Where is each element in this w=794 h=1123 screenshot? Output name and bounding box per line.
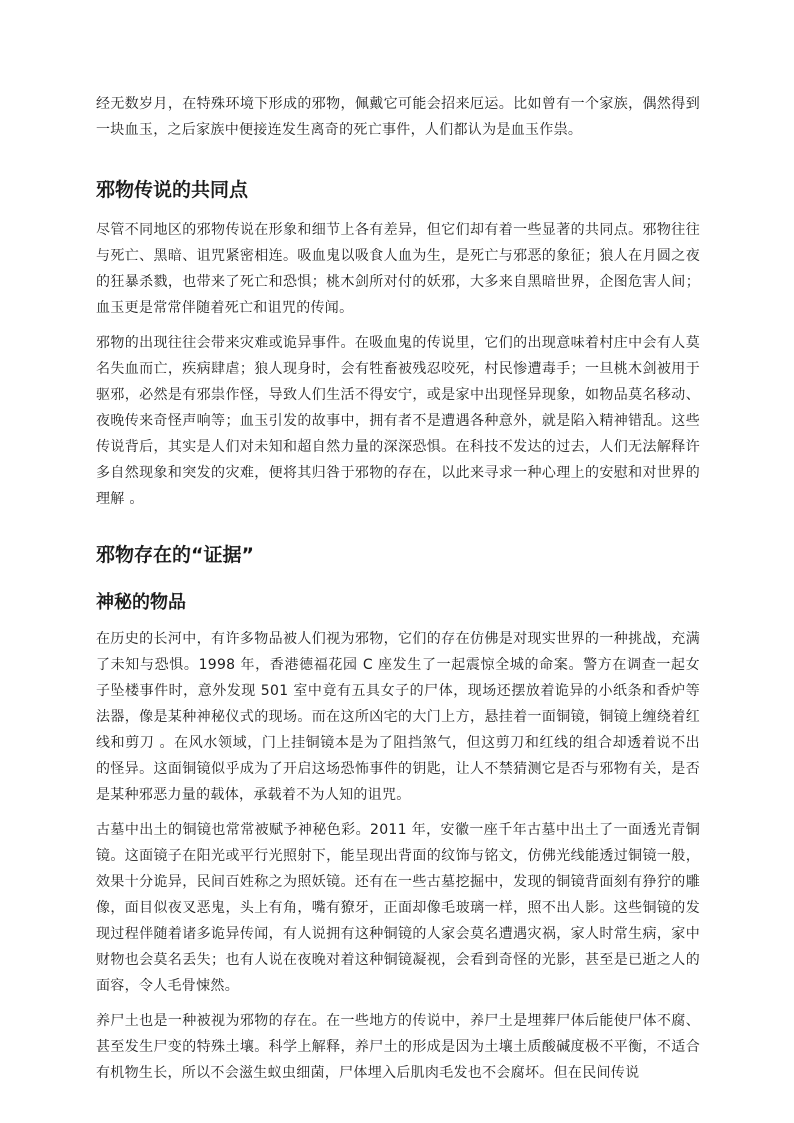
section-heading-common-points: 邪物传说的共同点	[96, 179, 249, 201]
section-heading-evidence: 邪物存在的“证据”	[96, 544, 254, 566]
common-points-paragraph-1: 尽管不同地区的邪物传说在形象和细节上各有差异，但它们却有着一些显著的共同点。邪物往往与死亡、黑暗、诅咒紧密相连。吸血鬼以吸食人血为生，是死亡与邪恶的象征；狼人在月圆之夜的狂暴杀戮，也带来了死亡和恐惧；桃木剑所对付的妖邪，大多来自黑暗世界，企图危害人间；血玉更是常常伴随着死亡和诅咒的传闻。	[96, 222, 700, 316]
intro-paragraph: 经无数岁月，在特殊环境下形成的邪物，佩戴它可能会招来厄运。比如曾有一个家族，偶然得到一块血玉，之后家族中便接连发生离奇的死亡事件，人们都认为是血玉作祟。	[96, 96, 700, 138]
mysterious-objects-paragraph-2: 古墓中出土的铜镜也常常被赋予神秘色彩。2011 年，安徽一座千年古墓中出土了一面透光青铜镜。这面镜子在阳光或平行光照射下，能呈现出背面的纹饰与铭文，仿佛光线能透过铜镜一般，效果十分诡异，民间百姓称之为照妖镜。还有在一些古墓挖掘中，发现的铜镜背面刻有狰狞的雕像，面目似夜叉恶鬼，头上有角，嘴有獠牙，正面却像毛玻璃一样，照不出人影。这些铜镜的发现过程伴随着诸多诡异传闻，有人说拥有这种铜镜的人家会莫名遭遇灾祸，家人时常生病，家中财物也会莫名丢失；也有人说在夜晚对着这种铜镜凝视，会看到奇怪的光影，甚至是已逝之人的面容，令人毛骨悚然。	[96, 822, 700, 994]
subsection-heading-mysterious-objects: 神秘的物品	[96, 592, 186, 613]
document-body	[96, 91, 700, 1086]
mysterious-objects-paragraph-1: 在历史的长河中，有许多物品被人们视为邪物，它们的存在仿佛是对现实世界的一种挑战，充满了未知与恐惧。1998 年，香港德福花园 C 座发生了一起震惊全城的命案。警方在调查一起女子坠楼事件时，意外发现 501 室中竟有五具女子的尸体，现场还摆放着诡异的小纸条和香炉等法器，像是某种神秘仪式的现场。而在这所凶宅的大门上方，悬挂着一面铜镜，铜镜上缠绕着红线和剪刀 。在风水领域，门上挂铜镜本是为了阻挡煞气，但这剪刀和红线的组合却透着说不出的怪异。这面铜镜似乎成为了开启这场恐怖事件的钥匙，让人不禁猜测它是否与邪物有关，是否是某种邪恶力量的载体，承载着不为人知的诅咒。	[96, 631, 700, 803]
mysterious-objects-paragraph-3: 养尸土也是一种被视为邪物的存在。在一些地方的传说中，养尸土是埋葬尸体后能使尸体不腐、甚至发生尸变的特殊土壤。科学上解释，养尸土的形成是因为土壤土质酸碱度极不平衡，不适合有机物生长，所以不会滋生蚁虫细菌，尸体埋入后肌肉毛发也不会腐坏。但在民间传说	[96, 1013, 700, 1081]
common-points-paragraph-2: 邪物的出现往往会带来灾难或诡异事件。在吸血鬼的传说里，它们的出现意味着村庄中会有人莫名失血而亡，疾病肆虐；狼人现身时，会有牲畜被残忍咬死，村民惨遭毒手；一旦桃木剑被用于驱邪，必然是有邪祟作怪，导致人们生活不得安宁，或是家中出现怪异现象，如物品莫名移动、夜晚传来奇怪声响等；血玉引发的故事中，拥有者不是遭遇各种意外，就是陷入精神错乱。这些传说背后，其实是人们对未知和超自然力量的深深恐惧。在科技不发达的过去，人们无法解释许多自然现象和突发的灾难，便将其归咎于邪物的存在，以此来寻求一种心理上的安慰和对世界的理解 。	[96, 335, 700, 507]
